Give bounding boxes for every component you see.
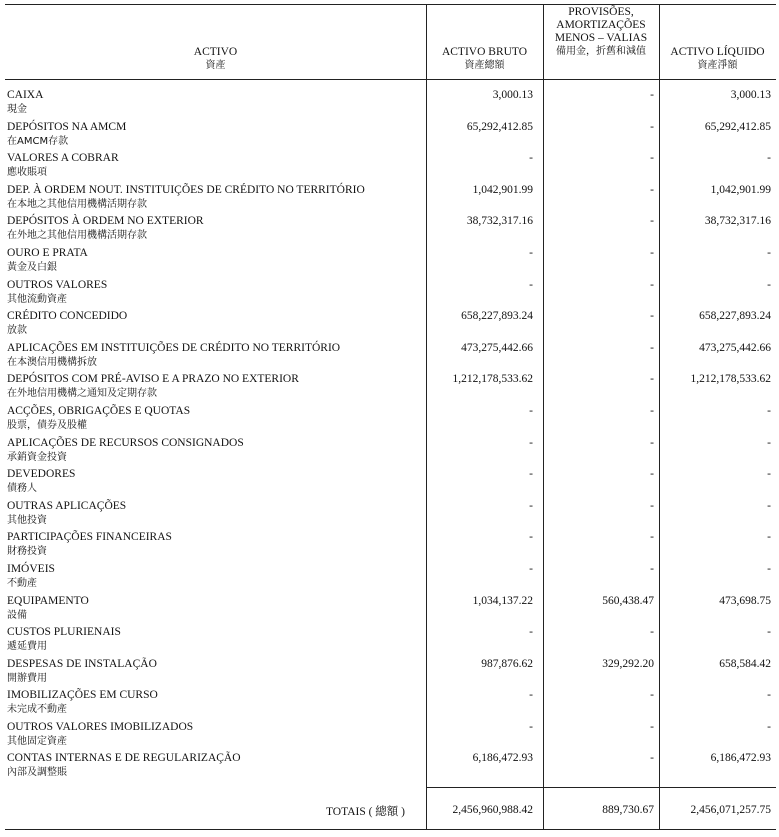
- row-label-zh: 在外地之其他信用機構活期存款: [7, 230, 147, 242]
- row-activo-bruto: -: [529, 626, 533, 639]
- row-label-zh: 股票，債券及股權: [7, 419, 87, 431]
- row-label-pt: EQUIPAMENTO: [7, 594, 89, 607]
- row-label-pt: APLICAÇÕES DE RECURSOS CONSIGNADOS: [7, 436, 244, 449]
- row-label-pt: OURO E PRATA: [7, 246, 88, 259]
- table-row: [5, 404, 776, 436]
- row-provisoes: -: [650, 626, 654, 639]
- row-label-zh: 放款: [7, 325, 27, 337]
- row-provisoes: -: [650, 531, 654, 544]
- row-provisoes: -: [650, 120, 654, 133]
- table-row: [5, 120, 776, 152]
- row-provisoes: -: [650, 310, 654, 323]
- table-row: [5, 88, 776, 120]
- row-provisoes: -: [650, 89, 654, 101]
- table-row: [5, 688, 776, 720]
- totals-bruto: 2,456,960,988.42: [452, 804, 533, 816]
- table-row: [5, 341, 776, 373]
- row-activo-liquido: -: [767, 468, 771, 481]
- row-activo-bruto: -: [529, 720, 533, 733]
- row-provisoes: -: [650, 246, 654, 259]
- totals-row: [5, 803, 776, 819]
- row-activo-liquido: -: [767, 278, 771, 291]
- row-provisoes: -: [650, 689, 654, 702]
- row-activo-liquido: -: [767, 562, 771, 575]
- row-activo-liquido: 658,584.42: [719, 657, 771, 670]
- row-label-pt: DEVEDORES: [7, 468, 76, 481]
- row-provisoes: -: [650, 183, 654, 196]
- row-label-pt: DEP. À ORDEM NOUT. INSTITUIÇÕES DE CRÉDITO NO TERRITÓRIO: [7, 183, 365, 196]
- header-activo-label: ACTIVO: [193, 46, 238, 58]
- row-label: [7, 278, 107, 308]
- table-row: [5, 562, 776, 594]
- row-label: [7, 214, 204, 244]
- row-activo-liquido: -: [767, 531, 771, 544]
- row-label: [7, 688, 158, 718]
- row-activo-bruto: -: [529, 436, 533, 449]
- asset-rows: [5, 88, 776, 783]
- row-activo-liquido: -: [767, 404, 771, 417]
- row-activo-liquido: -: [767, 626, 771, 639]
- header-provisoes: [543, 5, 659, 79]
- row-label: [7, 309, 127, 339]
- row-label-zh: 其他流動資產: [7, 293, 67, 305]
- row-provisoes: -: [650, 436, 654, 449]
- row-activo-liquido: 1,042,901.99: [710, 183, 771, 196]
- totals-divider: [426, 787, 776, 788]
- row-label-zh: 黃金及白銀: [7, 261, 57, 273]
- row-label-pt: ACÇÕES, OBRIGAÇÕES E QUOTAS: [7, 404, 191, 417]
- row-activo-bruto: -: [529, 246, 533, 259]
- row-label: [7, 120, 126, 150]
- row-label-zh: 其他固定資產: [7, 735, 67, 747]
- row-activo-liquido: -: [767, 689, 771, 702]
- row-label-zh: 開辦費用: [7, 672, 47, 684]
- row-activo-bruto: 658,227,893.24: [461, 310, 533, 323]
- row-label: [7, 151, 119, 181]
- row-label-pt: DESPESAS DE INSTALAÇÃO: [7, 657, 157, 670]
- row-activo-bruto: -: [529, 278, 533, 291]
- row-activo-bruto: 38,732,317.16: [466, 215, 533, 228]
- row-label: [7, 467, 75, 497]
- row-activo-bruto: 1,034,137.22: [472, 594, 533, 607]
- row-label-zh: 在AMCM存款: [7, 135, 69, 147]
- header-liquido-label-zh: 資產淨額: [697, 60, 738, 71]
- row-activo-bruto: -: [529, 499, 533, 512]
- row-label-pt: APLICAÇÕES EM INSTITUIÇÕES DE CRÉDITO NO TERRITÓRIO: [7, 341, 341, 354]
- row-provisoes: -: [650, 468, 654, 481]
- row-label-pt: DEPÓSITOS NA AMCM: [7, 120, 127, 133]
- row-label-pt: IMÓVEIS: [7, 562, 55, 575]
- row-activo-liquido: 65,292,412.85: [704, 120, 771, 133]
- row-label: [7, 594, 89, 624]
- row-activo-bruto: 473,275,442.66: [461, 341, 533, 354]
- row-label: [7, 530, 172, 560]
- table-row: [5, 309, 776, 341]
- row-label-pt: CRÉDITO CONCEDIDO: [7, 310, 128, 323]
- row-label-pt: OUTROS VALORES IMOBILIZADOS: [7, 720, 194, 733]
- row-label: [7, 436, 244, 466]
- row-activo-liquido: 658,227,893.24: [699, 310, 771, 323]
- row-provisoes: -: [650, 278, 654, 291]
- table-row: [5, 436, 776, 468]
- row-label: [7, 246, 88, 276]
- row-activo-liquido: -: [767, 720, 771, 733]
- table-row: [5, 467, 776, 499]
- row-provisoes: -: [650, 373, 654, 386]
- row-label: [7, 625, 121, 655]
- row-provisoes: -: [650, 341, 654, 354]
- row-provisoes: -: [650, 720, 654, 733]
- row-label: [7, 562, 55, 592]
- row-activo-liquido: 1,212,178,533.62: [690, 373, 771, 386]
- row-activo-bruto: -: [529, 468, 533, 481]
- row-label-pt: DEPÓSITOS COM PRÉ-AVISO E A PRAZO NO EXTERIOR: [7, 373, 299, 386]
- row-provisoes: -: [650, 215, 654, 228]
- row-label-zh: 債務人: [7, 483, 37, 495]
- row-label-zh: 其他投資: [7, 514, 47, 526]
- row-activo-liquido: 473,698.75: [719, 594, 771, 607]
- header-bruto-label-zh: 資產總額: [464, 60, 505, 71]
- table-row: [5, 657, 776, 689]
- row-label: [7, 183, 365, 213]
- row-activo-bruto: 1,212,178,533.62: [452, 373, 533, 386]
- row-activo-liquido: -: [767, 246, 771, 259]
- row-provisoes: -: [650, 499, 654, 512]
- row-label: [7, 404, 190, 434]
- row-provisoes: -: [650, 404, 654, 417]
- row-label-zh: 遞延費用: [7, 641, 47, 653]
- row-activo-bruto: -: [529, 689, 533, 702]
- row-activo-liquido: 6,186,472.93: [710, 752, 771, 765]
- table-row: [5, 625, 776, 657]
- table-row: [5, 720, 776, 752]
- row-provisoes: -: [650, 752, 654, 765]
- header-activo-label-zh: 資產: [205, 60, 226, 71]
- row-label: [7, 499, 126, 529]
- table-row: [5, 151, 776, 183]
- table-row: [5, 751, 776, 783]
- totals-label: TOTAIS ( 總額 ): [325, 806, 406, 818]
- row-activo-bruto: -: [529, 152, 533, 165]
- row-provisoes: 560,438.47: [602, 594, 654, 607]
- row-label-zh: 應收賬項: [7, 167, 47, 179]
- row-activo-liquido: -: [767, 436, 771, 449]
- table-row: [5, 183, 776, 215]
- row-activo-bruto: -: [529, 404, 533, 417]
- row-label-zh: 未完成不動產: [7, 704, 67, 716]
- table-row: [5, 499, 776, 531]
- row-activo-liquido: 473,275,442.66: [699, 341, 771, 354]
- row-label: [7, 657, 157, 687]
- row-label-zh: 現金: [7, 104, 27, 115]
- row-label-pt: OUTRAS APLICAÇÕES: [7, 499, 127, 512]
- row-label: [7, 751, 241, 781]
- table-row: [5, 214, 776, 246]
- row-provisoes: 329,292.20: [602, 657, 654, 670]
- header-activo-bruto: [426, 5, 543, 79]
- row-provisoes: -: [650, 562, 654, 575]
- row-label-pt: IMOBILIZAÇÕES EM CURSO: [7, 689, 158, 702]
- row-label: [7, 372, 299, 402]
- balance-sheet-table: [5, 4, 776, 830]
- header-liquido-label: ACTIVO LÍQUIDO: [670, 46, 765, 58]
- row-label-zh: 設備: [7, 609, 27, 621]
- table-row: [5, 372, 776, 404]
- row-activo-liquido: -: [767, 499, 771, 512]
- row-activo-bruto: 1,042,901.99: [472, 183, 533, 196]
- header-provisoes-label: PROVISÕES, AMORTIZAÇÕES MENOS – VALIAS: [554, 6, 648, 44]
- row-label-zh: 內部及調整賬: [7, 767, 67, 779]
- row-provisoes: -: [650, 152, 654, 165]
- row-activo-bruto: 6,186,472.93: [472, 752, 533, 765]
- row-activo-liquido: 38,732,317.16: [704, 215, 771, 228]
- header-divider: [5, 79, 776, 80]
- row-label-zh: 在本澳信用機構拆放: [7, 356, 97, 368]
- row-activo-bruto: 3,000.13: [492, 89, 533, 101]
- row-label: [7, 341, 340, 371]
- row-activo-bruto: 987,876.62: [481, 657, 533, 670]
- row-label-zh: 在外地信用機構之通知及定期存款: [7, 388, 157, 400]
- table-row: [5, 278, 776, 310]
- row-activo-liquido: 3,000.13: [730, 89, 771, 101]
- totals-liquido: 2,456,071,257.75: [690, 804, 771, 816]
- row-activo-bruto: 65,292,412.85: [466, 120, 533, 133]
- table-row: [5, 246, 776, 278]
- row-label-pt: PARTICIPAÇÕES FINANCEIRAS: [7, 531, 172, 544]
- row-label-pt: CAIXA: [7, 89, 44, 101]
- row-label-zh: 在本地之其他信用機構活期存款: [7, 198, 147, 210]
- row-label: [7, 720, 193, 750]
- row-label-zh: 財務投資: [7, 546, 47, 558]
- row-label-zh: 承銷資金投資: [7, 451, 67, 463]
- row-label-pt: VALORES A COBRAR: [7, 152, 119, 165]
- row-label-pt: CUSTOS PLURIENAIS: [7, 626, 121, 639]
- header-activo-liquido: [659, 5, 776, 79]
- totals-provisoes: 889,730.67: [602, 804, 654, 816]
- row-activo-bruto: -: [529, 531, 533, 544]
- row-label: [7, 88, 43, 118]
- header-activo: [5, 5, 426, 79]
- table-row: [5, 530, 776, 562]
- table-row: [5, 594, 776, 626]
- row-activo-liquido: -: [767, 152, 771, 165]
- header-bruto-label: ACTIVO BRUTO: [441, 46, 528, 58]
- row-label-zh: 不動產: [7, 577, 37, 589]
- row-label-pt: DEPÓSITOS À ORDEM NO EXTERIOR: [7, 215, 204, 228]
- row-activo-bruto: -: [529, 562, 533, 575]
- row-label-pt: CONTAS INTERNAS E DE REGULARIZAÇÃO: [7, 752, 241, 765]
- header-provisoes-label-zh: 備用金，折舊和減值: [556, 46, 646, 57]
- row-label-pt: OUTROS VALORES: [7, 278, 108, 291]
